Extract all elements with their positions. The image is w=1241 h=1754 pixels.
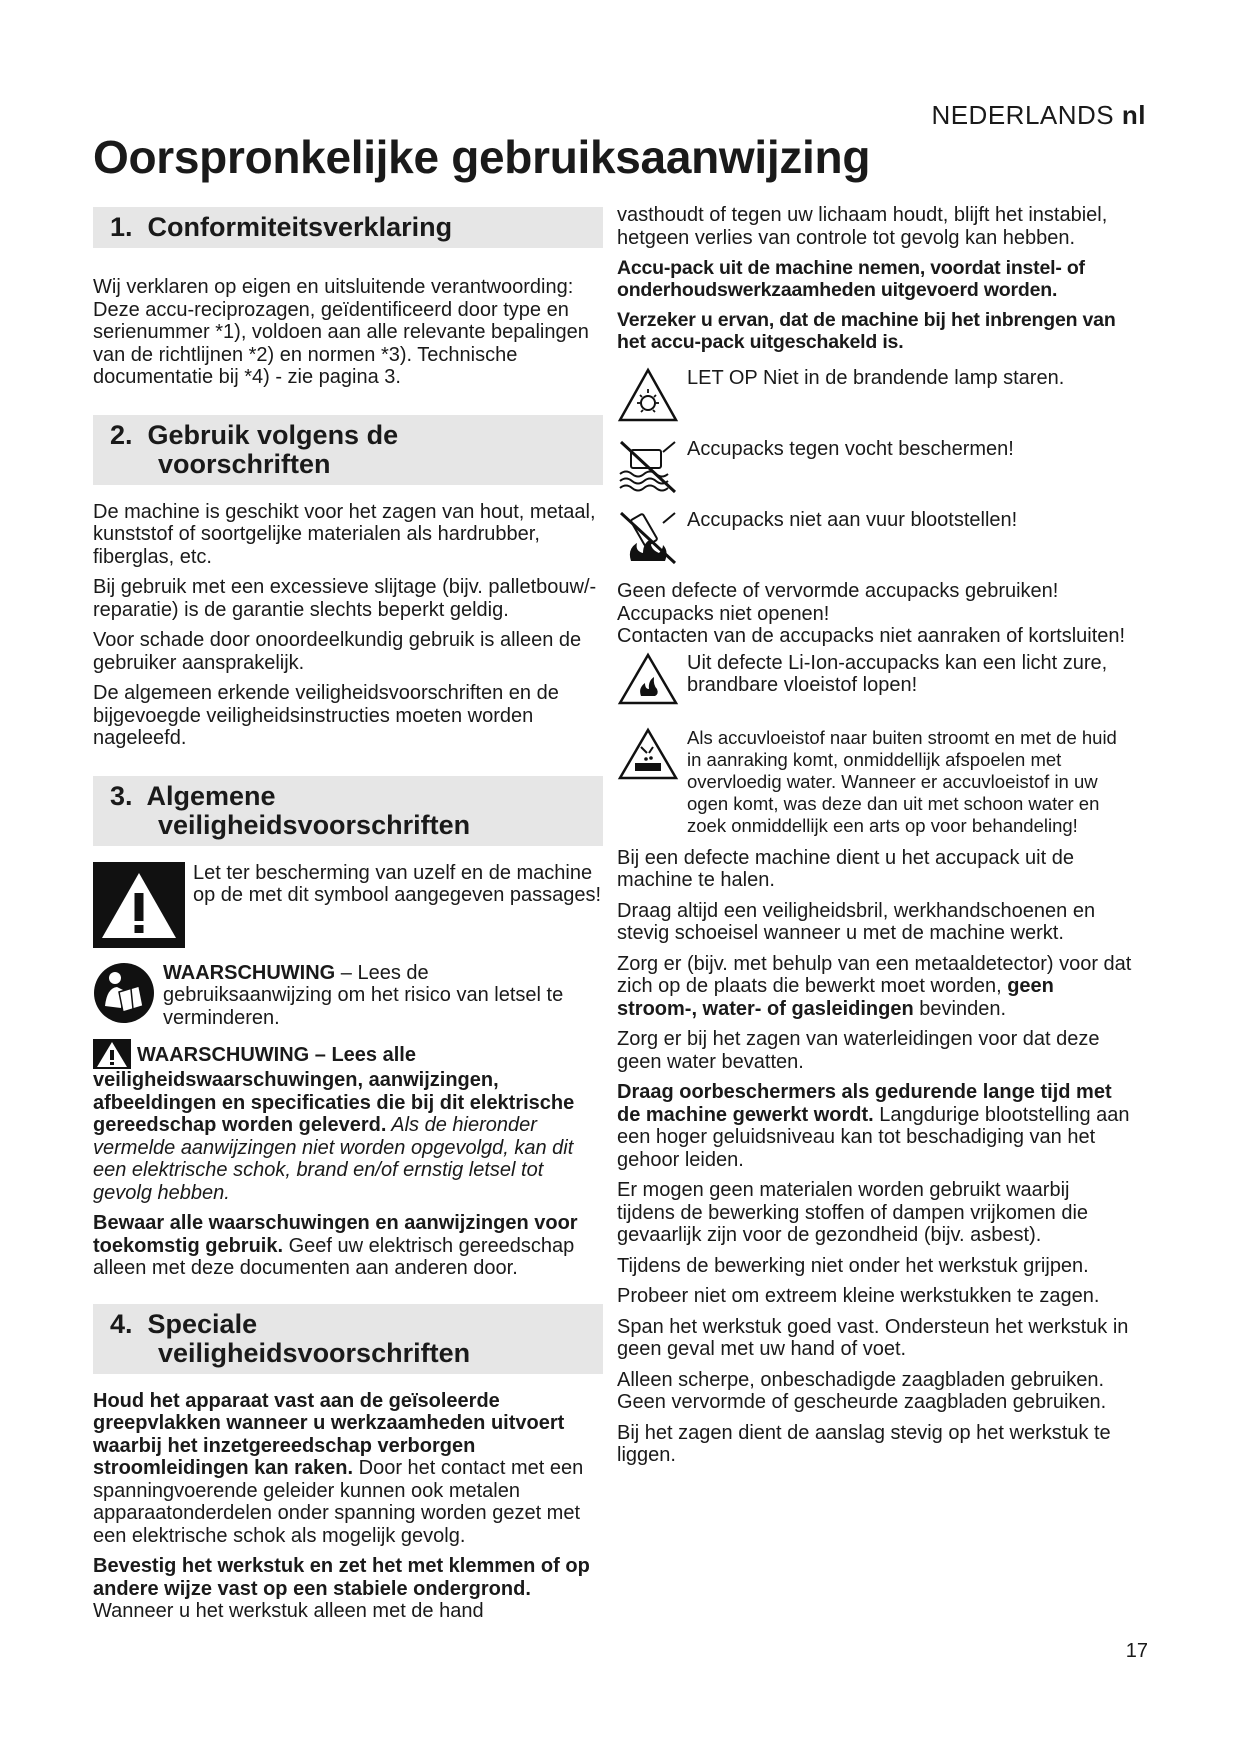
fire-text: Accupacks niet aan vuur blootstellen! [687,509,1018,531]
text: bevinden. [913,997,1006,1020]
remove-battery-warning: Accu-pack uit de machine nemen, voordat instel- of onderhoudswerkzaamheden uitgevoerd worden. [617,257,1085,301]
paragraph: Bij het zagen dient de aanslag stevig op het werkstuk te liggen. [617,1421,1111,1466]
paragraph: De machine is geschikt voor het zagen van hout, metaal, kunststof of soortgelijke materialen als hardrubber, fiberglas, etc. [93,500,596,568]
switch-off-warning: Verzeker u ervan, dat de machine bij het inbrengen van het accu-pack uitgeschakeld is. [617,309,1116,353]
language-code: nl [1121,100,1146,130]
text: Door het contact met een spanningvoerende geleider kunnen ook metalen apparaatonderdelen onder spanning worden gezet met een elektrische schok als mogelijk gevolg. [93,1457,584,1547]
no-moisture-icon [617,438,679,499]
paragraph: Voor schade door onoordeelkundig gebruik is alleen de gebruiker aansprakelijk. [93,629,582,674]
paragraph: De algemeen erkende veiligheidsvoorschriften en de bijgevoegde veiligheidsinstructies moeten worden nageleefd. [93,682,559,749]
general-warning [93,1039,603,1204]
conformity-text: Wij verklaren op eigen en uitsluitende verantwoording: Deze accu-reciprozagen, geïdentificeerd door type en serienummer *1), voldoen aan alle relevante bepalingen van de richtlijnen *2) en normen *3). Technische documentatie bij *4) - zie pagina 3. [93,276,589,388]
left-column [93,207,603,1631]
small-warning-icon [93,1039,131,1069]
paragraph-continued: vasthoudt of tegen uw lichaam houdt, blijft het instabiel, hetgeen verlies van controle tot gevolg kan hebben. [617,204,1108,249]
warning-label: WAARSCHUWING [163,961,336,984]
keep-instructions [93,1212,603,1280]
read-manual-text [163,962,603,1030]
general-warning-bold: WAARSCHUWING – Lees alle veiligheidswaarschuwingen, aanwijzingen, afbeeldingen en specificaties die bij dit elektrische gereedschap worden geleverd. [93,1044,575,1136]
symbol-note-row [93,862,603,948]
flammable-warning-icon [617,652,679,711]
document-title: Oorspronkelijke gebruiksaanwijzing [93,131,871,183]
paragraph: Bij gebruik met een excessieve slijtage (bijv. palletbouw/-reparatie) is de garantie slechts beperkt geldig. [93,576,597,621]
keep-text: Geef uw elektrisch gereedschap alleen met deze documenten aan anderen door. [93,1234,575,1279]
bold-text: Draag oorbeschermers als gedurende lange tijd met de machine gewerkt wordt. [617,1081,1112,1126]
section-heading-4 [93,1304,603,1374]
defect-line-2: Accupacks niet openen! [617,602,830,625]
paragraph: Alleen scherpe, onbeschadigde zaagbladen gebruiken. Geen vervormde of gescheurde zaagbladen gebruiken. [617,1368,1107,1413]
symbol-note-text: Let ter bescherming van uzelf en de machine op de met dit symbool aangegeven passages! [193,861,602,906]
text: Langdurige blootstelling aan een hoger geluidsniveau kan tot beschadiging van het gehoor leiden. [617,1103,1130,1171]
lamp-warning-icon [617,367,679,428]
section-number: 2. [110,419,133,450]
moisture-row [617,438,1132,499]
warning-triangle-icon [93,862,185,948]
read-manual-icon [93,962,155,1029]
liion-text: Uit defecte Li-Ion-accupacks kan een licht zure, brandbare vloeistof lopen! [687,651,1108,696]
moisture-text: Accupacks tegen vocht beschermen! [687,438,1014,460]
section-number: 3. [110,780,133,811]
bold-text: geen stroom-, water- of gasleidingen [617,975,1054,1020]
paragraph [617,1081,1132,1171]
defect-line-3: Contacten van de accupacks niet aanraken of kortsluiten! [617,625,1126,647]
paragraph: Draag altijd een veiligheidsbril, werkhandschoenen en stevig schoeisel wanneer u met de machine werkt. [617,899,1096,944]
bold-text: Bevestig het werkstuk en zet het met klemmen of op andere wijze vast op een stabiele ondergrond. [93,1555,590,1600]
section-title-line2: veiligheidsvoorschriften [158,1337,471,1368]
section-title: Conformiteitsverklaring [147,212,453,242]
lamp-warning-row [617,367,1132,428]
clamp-workpiece-warning [93,1555,603,1623]
text: Zorg er (bijv. met behulp van een metaaldetector) voor dat zich op de plaats die bewerkt moet worden, [617,952,1132,997]
fluid-row [617,727,1132,837]
fluid-text [687,727,1132,837]
language-label [931,100,1146,131]
paragraph: Probeer niet om extreem kleine werkstukken te zagen. [617,1285,1100,1307]
general-warning-italic: Als de hieronder vermelde aanwijzingen niet worden opgevolgd, kan dit een elektrische schok, brand en/of ernstig letsel tot gevolg hebben. [93,1114,574,1204]
language-name: NEDERLANDS [931,100,1115,130]
insulated-grip-warning [93,1390,603,1548]
text: Wanneer u het werkstuk alleen met de hand [93,1600,484,1622]
section-title-line2: veiligheidsvoorschriften [158,809,471,840]
section-title: Algemene [146,780,276,811]
corrosive-warning-icon [617,727,679,786]
liion-row [617,652,1132,711]
warning-text: – Lees de gebruiksaanwijzing om het risico van letsel te verminderen. [163,961,564,1029]
paragraph [617,953,1132,1021]
paragraph: Span het werkstuk goed vast. Ondersteun het werkstuk in geen geval met uw hand of voet. [617,1315,1129,1360]
fire-row [617,509,1132,570]
page-number: 17 [1125,1640,1148,1662]
defect-line-1: Geen defecte of vervormde accupacks gebruiken! [617,580,1059,602]
paragraph: Bij een defecte machine dient u het accupack uit de machine te halen. [617,846,1074,891]
paragraph: Zorg er bij het zagen van waterleidingen voor dat deze geen water bevatten. [617,1028,1100,1073]
section-title-line2: voorschriften [158,448,331,479]
lamp-warning-text: LET OP Niet in de brandende lamp staren. [687,367,1065,389]
section-number: 1. [110,212,133,242]
section-number: 4. [110,1308,133,1339]
section-heading-3 [93,776,603,846]
right-column [617,204,1132,1475]
keep-bold: Bewaar alle waarschuwingen en aanwijzingen voor toekomstig gebruik. [93,1212,578,1257]
read-manual-row [93,962,603,1030]
paragraph: Er mogen geen materialen worden gebruikt waarbij tijdens de bewerking stoffen of dampen vrijkomen die gevaarlijk zijn voor de gezondheid (bijv. asbest). [617,1179,1089,1246]
section-heading-2 [93,415,603,485]
section-heading-1 [93,207,603,248]
section-title: Gebruik volgens de [147,419,399,450]
no-fire-icon [617,509,679,570]
paragraph: Tijdens de bewerking niet onder het werkstuk grijpen. [617,1254,1089,1277]
bold-text: Houd het apparaat vast aan de geïsoleerde greepvlakken wanneer u werkzaamheden uitvoert waarbij het inzetgereedschap verborgen stroomleidingen kan raken. [93,1389,565,1479]
fluid-warning: Als accuvloeistof naar buiten stroomt en met de huid in aanraking komt, onmiddellijk afspoelen met overvloedig water. Wanneer er accuvloeistof in uw ogen komt, was deze dan uit met schoon water en zoek onmiddellijk een arts op voor behandeling! [687,726,1117,836]
section-title: Speciale [147,1308,258,1339]
